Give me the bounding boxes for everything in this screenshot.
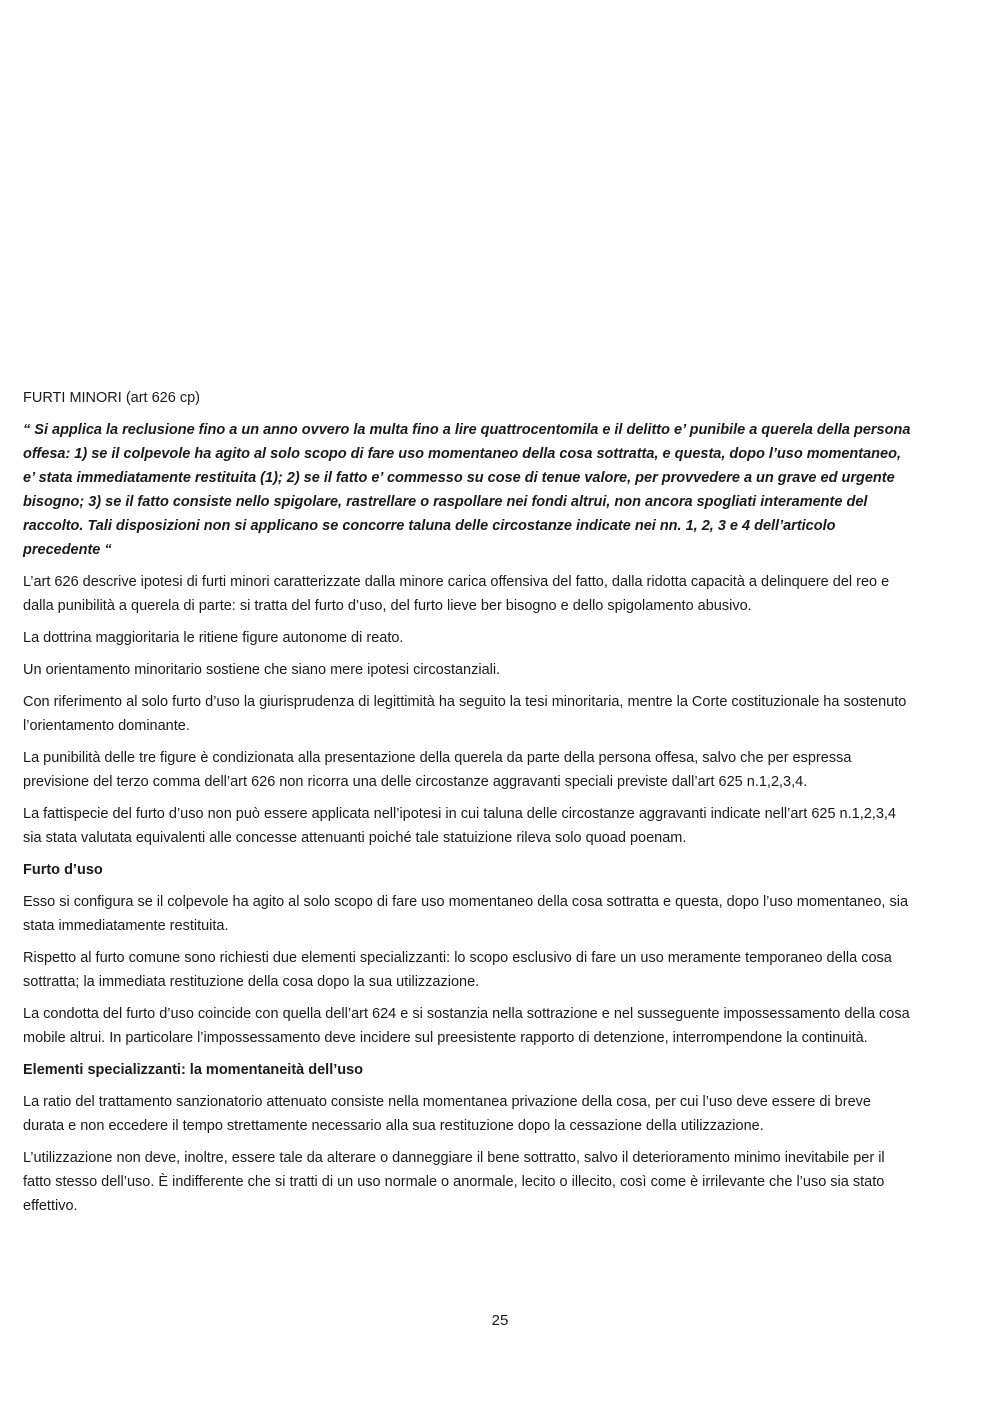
article-quote: “ Si applica la reclusione fino a un anno ovvero la multa fino a lire quattrocentomila e il delitto e’ punibile a querela della persona offesa: 1) se il colpevole ha agito al solo scopo di fare uso momentaneo della cosa sottratta, e questa, dopo l’uso momentaneo, e’ stata immediatamente restituita (1); 2) se il fatto e’ commesso su cose di tenue valore, per provvedere a un grave ed urgente bisogno; 3) se il fatto consiste nello spigolare, rastrellare o raspollare nei fondi altrui, non ancora spogliati interamente del raccolto. Tali disposizioni non si applicano se concorre taluna delle circostanze indicate nei nn. 1, 2, 3 e 4 dell’articolo precedente “	[23, 422, 911, 558]
paragraph: La dottrina maggioritaria le ritiene figure autonome di reato.	[23, 630, 404, 646]
paragraph: Un orientamento minoritario sostiene che siano mere ipotesi circostanziali.	[23, 662, 501, 678]
paragraph: Con riferimento al solo furto d’uso la giurisprudenza di legittimità ha seguito la tesi minoritaria, mentre la Corte costituzionale ha sostenuto l’orientamento dominante.	[23, 694, 907, 734]
subheading-furto-uso: Furto d’uso	[23, 862, 103, 878]
paragraph: Rispetto al furto comune sono richiesti due elementi specializzanti: lo scopo esclusivo di fare un uso meramente temporaneo della cosa sottratta; la immediata restituzione della cosa dopo la sua utilizzazione.	[23, 950, 892, 990]
paragraph: La punibilità delle tre figure è condizionata alla presentazione della querela da parte della persona offesa, salvo che per espressa previsione del terzo comma dell’art 626 non ricorra una delle circostanze aggravanti speciali previste dall’art 625 n.1,2,3,4.	[23, 750, 852, 790]
section-title: FURTI MINORI (art 626 cp)	[23, 390, 200, 406]
page-number: 25	[491, 1312, 509, 1329]
subheading-elementi: Elementi specializzanti: la momentaneità dell’uso	[23, 1062, 364, 1078]
paragraph: L’art 626 descrive ipotesi di furti minori caratterizzate dalla minore carica offensiva del fatto, dalla ridotta capacità a delinquere del reo e dalla punibilità a querela di parte: si tratta del furto d’uso, del furto lieve ber bisogno e dello spigolamento abusivo.	[23, 574, 890, 614]
document-body	[23, 386, 913, 1226]
paragraph: La fattispecie del furto d’uso non può essere applicata nell’ipotesi in cui taluna delle circostanze aggravanti indicate nell’art 625 n.1,2,3,4 sia stata valutata equivalenti alle concesse attenuanti poiché tale statuizione rileva solo quoad poenam.	[23, 806, 896, 846]
paragraph: Esso si configura se il colpevole ha agito al solo scopo di fare uso momentaneo della cosa sottratta e questa, dopo l’uso momentaneo, sia stata immediatamente restituita.	[23, 894, 909, 934]
paragraph: La condotta del furto d’uso coincide con quella dell’art 624 e si sostanzia nella sottrazione e nel susseguente impossessamento della cosa mobile altrui. In particolare l’impossessamento deve incidere sul preesistente rapporto di detenzione, interrompendone la continuità.	[23, 1006, 910, 1046]
paragraph: L’utilizzazione non deve, inoltre, essere tale da alterare o danneggiare il bene sottratto, salvo il deterioramento minimo inevitabile per il fatto stesso dell’uso. È indifferente che si tratti di un uso normale o anormale, lecito o illecito, così come è irrilevante che l’uso sia stato effettivo.	[23, 1150, 885, 1214]
paragraph: La ratio del trattamento sanzionatorio attenuato consiste nella momentanea privazione della cosa, per cui l’uso deve essere di breve durata e non eccedere il tempo strettamente necessario alla sua restituzione dopo la cessazione della utilizzazione.	[23, 1094, 871, 1134]
